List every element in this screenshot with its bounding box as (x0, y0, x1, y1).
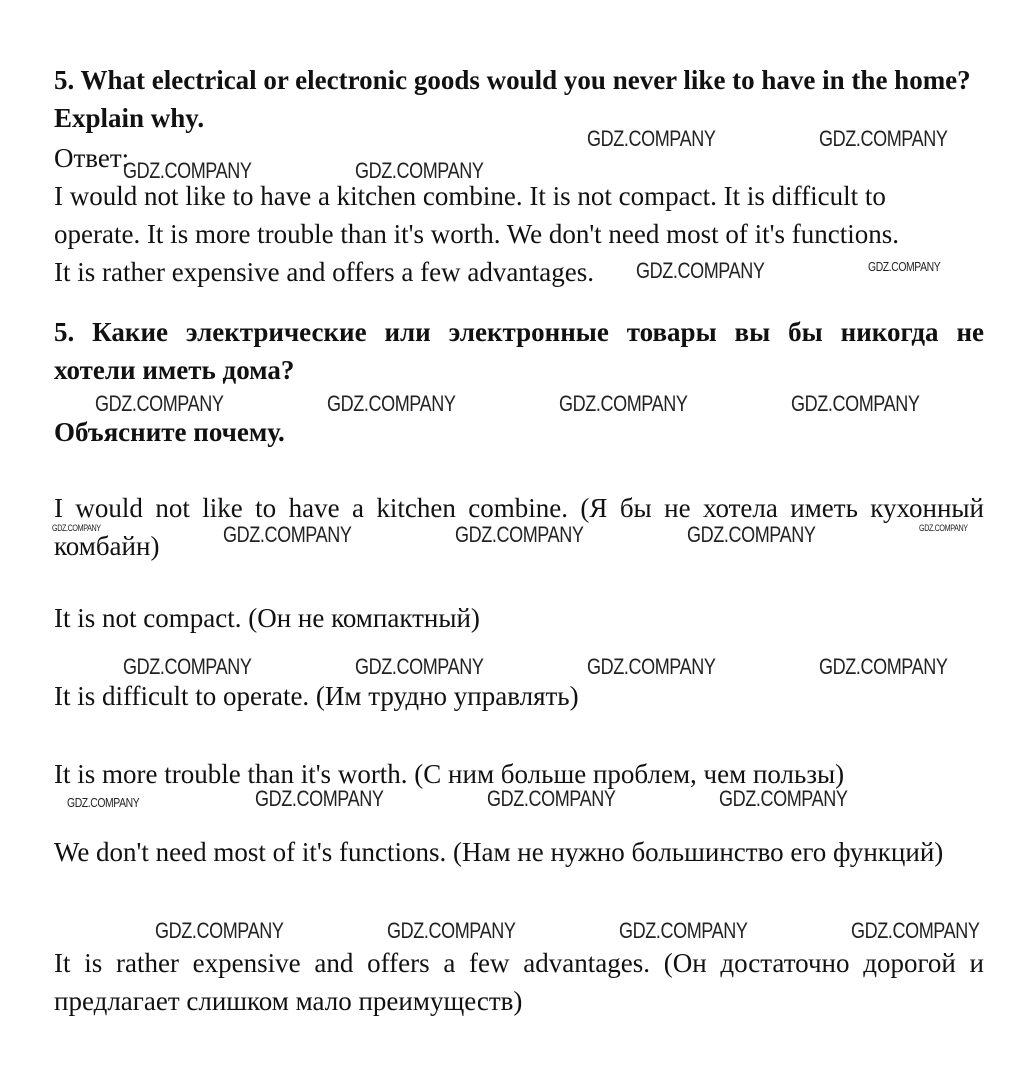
watermark: GDZ.COMPANY (255, 786, 384, 811)
answer-line-2: operate. It is more trouble than it's worth. We don't need most of it's functions. (54, 219, 900, 249)
answer-line-3: It is rather expensive and offers a few advantages. (54, 257, 595, 287)
watermark: GDZ.COMPANY (327, 391, 456, 416)
watermark: GDZ.COMPANY (919, 523, 968, 533)
translation-item-2: It is not compact. (Он не компактный) (54, 603, 480, 633)
watermark: GDZ.COMPANY (868, 259, 941, 274)
watermark: GDZ.COMPANY (355, 654, 484, 679)
watermark: GDZ.COMPANY (155, 918, 284, 943)
watermark: GDZ.COMPANY (387, 918, 516, 943)
russian-question-heading-line3: Объясните почему. (54, 417, 285, 447)
watermark: GDZ.COMPANY (67, 795, 140, 810)
watermark: GDZ.COMPANY (559, 391, 688, 416)
watermark: GDZ.COMPANY (587, 126, 716, 151)
watermark: GDZ.COMPANY (487, 786, 616, 811)
watermark: GDZ.COMPANY (791, 391, 920, 416)
watermark: GDZ.COMPANY (819, 654, 948, 679)
translation-item-3: It is difficult to operate. (Им трудно управлять) (54, 681, 579, 711)
watermark: GDZ.COMPANY (587, 654, 716, 679)
russian-question-heading-line2: хотели иметь дома? (54, 355, 295, 385)
watermark: GDZ.COMPANY (223, 522, 352, 547)
translation-item-4: It is more trouble than it's worth. (С ним больше проблем, чем пользы) (54, 759, 845, 789)
watermark: GDZ.COMPANY (719, 786, 848, 811)
watermark: GDZ.COMPANY (52, 523, 101, 533)
watermark: GDZ.COMPANY (851, 918, 980, 943)
answer-line-1: I would not like to have a kitchen combine. It is not compact. It is difficult to (54, 181, 886, 211)
answer-label: Ответ: (54, 143, 130, 173)
watermark: GDZ.COMPANY (95, 391, 224, 416)
watermark: GDZ.COMPANY (123, 158, 252, 183)
watermark: GDZ.COMPANY (123, 654, 252, 679)
translation-item-1: I would not like to have a kitchen combine. (Я бы не хотела иметь кухонный комбайн) (54, 493, 984, 561)
translation-item-6: It is rather expensive and offers a few advantages. (Он достаточно дорогой и предлагает слишком мало преимуществ) (54, 948, 984, 1016)
russian-question-heading-line1: 5. Какие электрические или электронные товары вы бы никогда не (54, 317, 984, 347)
watermark: GDZ.COMPANY (636, 258, 765, 283)
watermark: GDZ.COMPANY (355, 158, 484, 183)
translation-item-5: We don't need most of it's functions. (Нам не нужно большинство его функций) (54, 837, 944, 867)
watermark: GDZ.COMPANY (455, 522, 584, 547)
watermark: GDZ.COMPANY (687, 522, 816, 547)
watermark: GDZ.COMPANY (619, 918, 748, 943)
watermark: GDZ.COMPANY (819, 126, 948, 151)
english-question-heading: 5. What electrical or electronic goods would you never like to have in the home? Explain why. (54, 65, 971, 133)
